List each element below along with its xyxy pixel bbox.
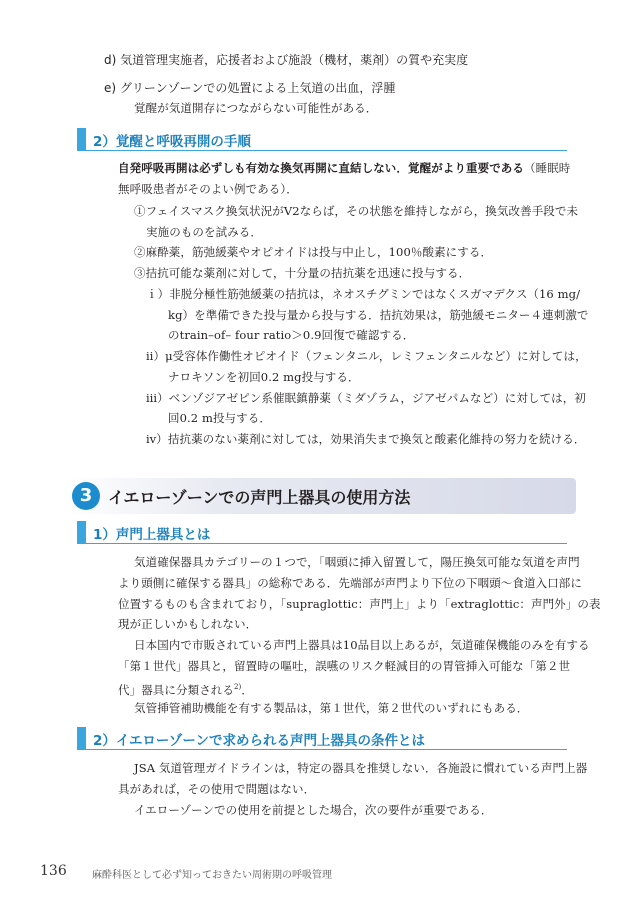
paragraph-line: 現が正しいかもしれない．: [118, 617, 258, 631]
sub-item-ii-line-1: [146, 349, 587, 364]
list-item-note: 覚醒が気道開存につながらない可能性がある．: [134, 101, 378, 115]
sub-item-i-line-3: のtrain–of– four ratio＞0.9回復で確認する．: [168, 328, 415, 342]
sub-item-ii-line-2: ナロキソンを初回0.2 mg投与する．: [168, 370, 360, 384]
list-item-label: e): [104, 81, 117, 95]
section-number-badge: 3: [72, 482, 100, 510]
sub-item-text: 拮抗薬のない薬剤に対しては，効果消失まで換気と酸素化維持の努力を続ける．: [167, 432, 586, 446]
list-item-text: グリーンゾーンでの処置による上気道の出血，浮腫: [119, 81, 396, 95]
sub-item-iv-line-1: [146, 432, 585, 447]
list-item-text: 気道管理実施者，応援者および施設（機材，薬剤）の質や充実度: [120, 53, 469, 67]
lead-rest-text: （睡眠時: [524, 161, 571, 175]
paragraph-line: 気道確保器具カテゴリーの１つで，「咽頭に挿入留置して，陽圧換気可能な気道を声門: [134, 555, 580, 569]
paragraph-line: イエローゾーンでの使用を前提とした場合，次の要件が重要である．: [134, 803, 493, 817]
subsection-heading-2: [77, 128, 567, 151]
lead-paragraph-line-1: [118, 161, 570, 176]
paragraph-line: 日本国内で市販されている声門上器具は10品目以上あるが，気道確保機能のみを有する: [134, 638, 590, 652]
sub-item-iii-line-2: 回0.2 m投与する．: [168, 411, 271, 425]
book-title: 麻酔科医として必ず知っておきたい周術期の呼吸管理: [92, 870, 332, 881]
sub-item-number: ⅲ）: [146, 391, 169, 405]
sub-item-i-line-2: kg）を準備できた投与量から投与する．拮抗効果は，筋弛緩モニター４連刺激で: [168, 308, 589, 322]
paragraph-line: 気管挿管補助機能を有する製品は，第１世代，第２世代のいずれにもある．: [134, 701, 529, 715]
step-2: ②麻酔薬，筋弛緩薬やオピオイドは投与中止し，100％酸素にする．: [134, 245, 493, 259]
lead-paragraph-line-2: 無呼吸患者がそのよい例である）．: [118, 182, 298, 196]
paragraph-line: 具があれば，その使用で問題はない．: [118, 782, 316, 796]
sub-item-text: ベンゾジアゼピン系催眠鎮静薬（ミダゾラム，ジアゼパムなど）に対しては，初: [168, 391, 586, 405]
paragraph-punct: ．: [241, 682, 253, 697]
subsection-heading-3-1: [77, 521, 567, 544]
paragraph-line: 位置するものも含まれており，「supraglottic：声門上」より「extraglottic：声門外」の表: [118, 597, 601, 611]
subsection-title: 2）覚醒と呼吸再開の手順: [93, 134, 251, 150]
sub-item-text: μ受容体作働性オピオイド（フェンタニル，レミフェンタニルなど）に対しては，: [165, 349, 587, 363]
step-3: ③拮抗可能な薬剤に対して，十分量の拮抗薬を迅速に投与する．: [134, 266, 471, 280]
paragraph-line: より頭側に確保する器具」の総称である．先端部が声門より下位の下咽頭〜食道入口部に: [118, 576, 582, 590]
section-banner-3: [66, 478, 576, 514]
lead-bold-text: 自発呼吸再開は必ずしも有効な換気再開に直結しない．覚醒がより重要である: [118, 161, 524, 175]
list-item-e: [104, 80, 395, 96]
step-1-line-1: ①フェイスマスク換気状況がV2ならば，その状態を維持しながら，換気改善手段で未: [134, 204, 579, 218]
list-item-d: [104, 52, 468, 68]
paragraph-line: JSA 気道管理ガイドラインは，特定の器具を推奨しない．各施設に慣れている声門上器: [134, 761, 588, 775]
sub-item-number: ⅱ）: [146, 349, 166, 363]
page-number: 136: [40, 863, 67, 879]
heading-accent-bar: [77, 128, 86, 150]
section-title: イエローゾーンでの声門上器具の使用方法: [108, 488, 411, 507]
heading-accent-bar: [77, 727, 86, 749]
sub-item-text: 非脱分極性筋弛緩薬の拮抗は，ネオスチグミンではなくスガマデクス（16 mg/: [169, 287, 581, 301]
paragraph-line: 「第１世代」器具と，留置時の嘔吐，誤嚥のリスク軽減目的の胃管挿入可能な「第２世: [118, 659, 571, 673]
sub-item-number: ｉ）: [146, 287, 170, 301]
subsection-title: 1）声門上器具とは: [93, 527, 211, 543]
subsection-heading-3-2: [77, 727, 567, 750]
subsection-title: 2）イエローゾーンで求められる声門上器具の条件とは: [93, 733, 426, 749]
list-item-label: d): [104, 53, 117, 67]
sub-item-iii-line-1: [146, 391, 586, 406]
step-1-line-2: 実施のものを試みる．: [146, 225, 262, 239]
citation-ref: 2): [234, 683, 242, 691]
paragraph-text: 代」器具に分類される: [118, 682, 234, 697]
sub-item-number: ⅳ）: [146, 432, 168, 446]
heading-accent-bar: [77, 521, 86, 543]
paragraph-line: [118, 680, 253, 698]
sub-item-i-line-1: [146, 287, 580, 302]
